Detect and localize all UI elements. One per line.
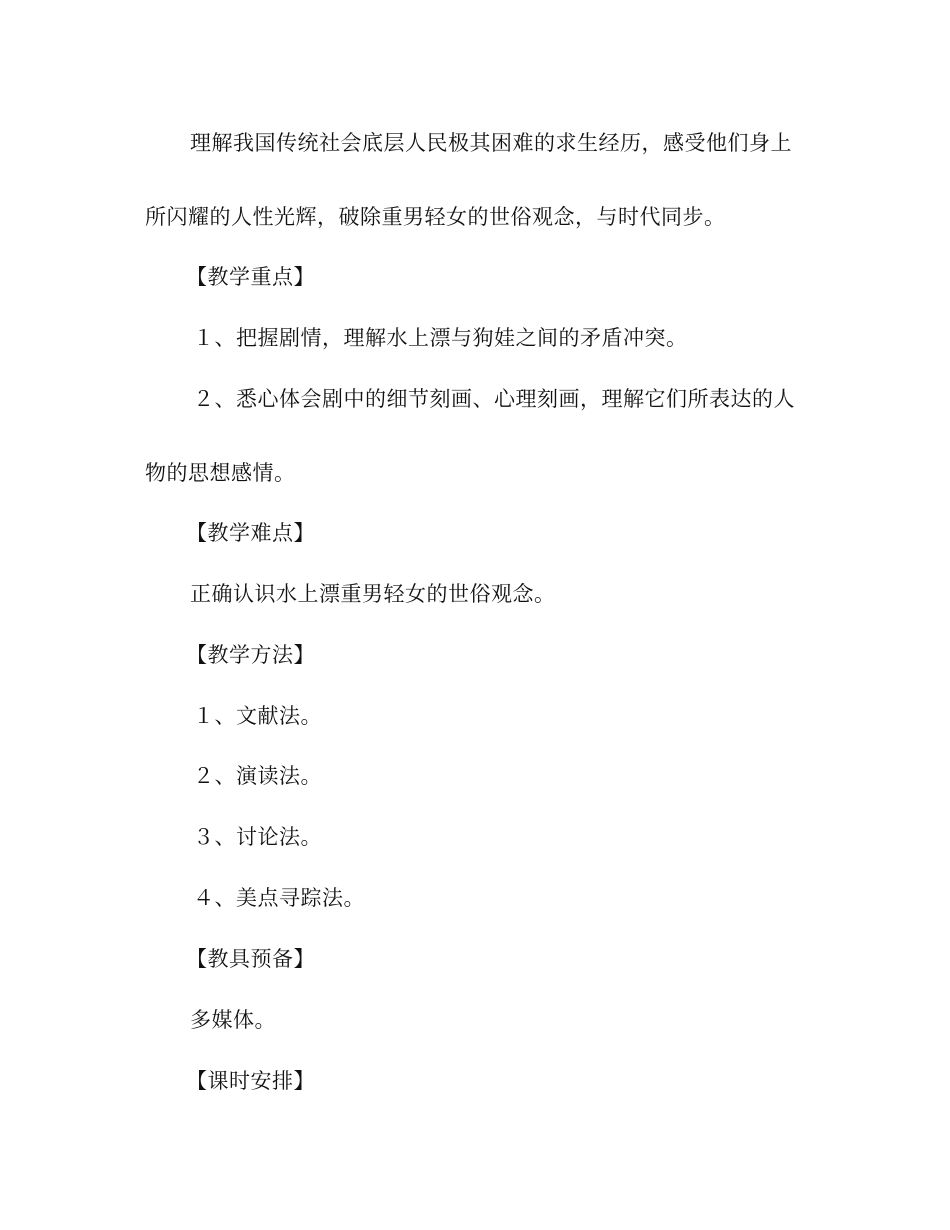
key-point-item-2-line-2: 物的思想感情。: [145, 461, 296, 485]
heading-methods: 【教学方法】: [186, 643, 315, 667]
heading-key-points: 【教学重点】: [186, 265, 315, 289]
heading-tools: 【教具预备】: [186, 947, 315, 971]
method-item-2: ２、演读法。: [193, 764, 322, 788]
method-item-1: １、文献法。: [193, 704, 322, 728]
tools-text: 多媒体。: [190, 1008, 276, 1032]
heading-schedule: 【课时安排】: [186, 1069, 315, 1093]
heading-difficulty: 【教学难点】: [186, 521, 315, 545]
method-item-3: ３、讨论法。: [193, 825, 322, 849]
method-item-4: ４、美点寻踪法。: [193, 886, 365, 910]
paragraph-objective-line-1: 理解我国传统社会底层人民极其困难的求生经历，感受他们身上: [190, 131, 792, 155]
key-point-item-1: １、把握剧情，理解水上漂与狗娃之间的矛盾冲突。: [193, 326, 688, 350]
difficulty-text: 正确认识水上漂重男轻女的世俗观念。: [190, 582, 556, 606]
key-point-item-2-line-1: ２、悉心体会剧中的细节刻画、心理刻画，理解它们所表达的人: [193, 387, 795, 411]
paragraph-objective-line-2: 所闪耀的人性光辉，破除重男轻女的世俗观念，与时代同步。: [145, 205, 726, 229]
